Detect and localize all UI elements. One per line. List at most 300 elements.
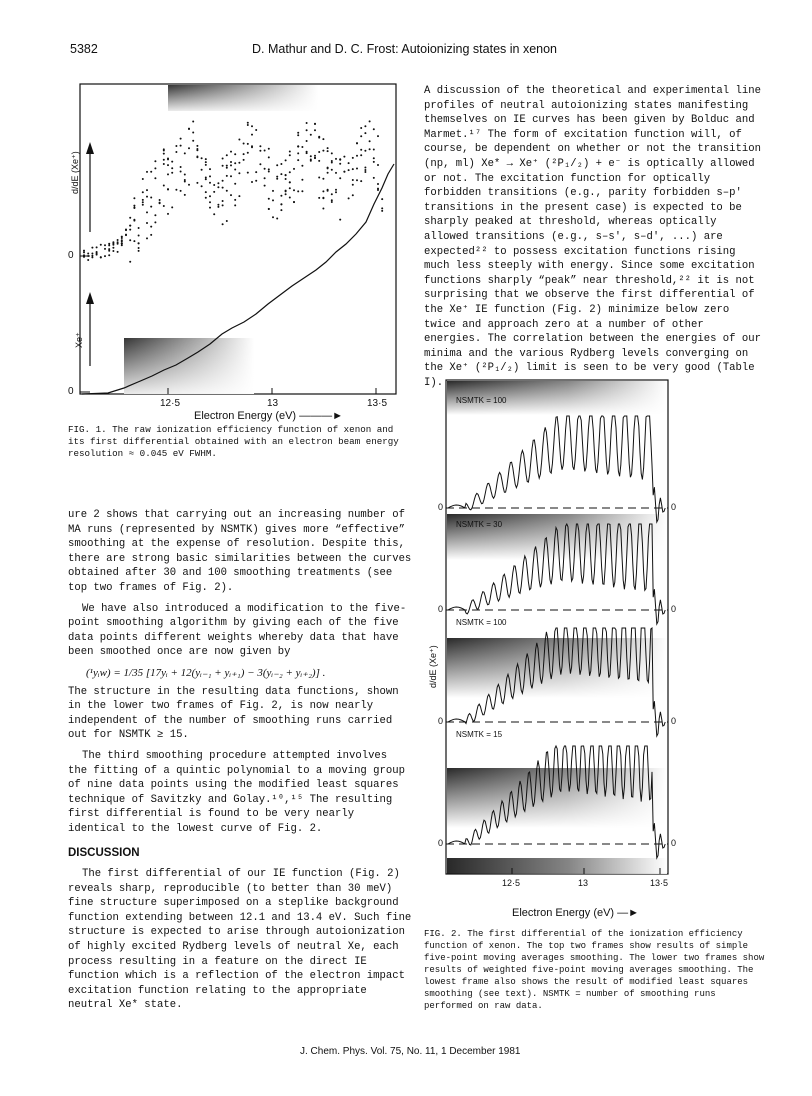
differential-dot (238, 139, 240, 141)
differential-dot (196, 182, 198, 184)
differential-dot (251, 145, 253, 147)
differential-dot (268, 148, 270, 150)
differential-dot (360, 127, 362, 129)
differential-dot (133, 205, 135, 207)
differential-dot (205, 164, 207, 166)
differential-dot (264, 177, 266, 179)
differential-dot (297, 152, 299, 154)
differential-dot (167, 164, 169, 166)
differential-dot (154, 221, 156, 223)
differential-dot (108, 243, 110, 245)
differential-dot (234, 199, 236, 201)
differential-dot (129, 217, 131, 219)
differential-dot (339, 163, 341, 165)
figure-1 (68, 82, 408, 422)
fig2-zero-left-3: 0 (438, 716, 444, 726)
differential-dot (230, 164, 232, 166)
differential-dot (247, 124, 249, 126)
differential-dot (322, 178, 324, 180)
differential-dot (146, 189, 148, 191)
differential-dot (175, 189, 177, 191)
differential-dot (154, 214, 156, 216)
differential-dot (213, 213, 215, 215)
differential-dot (226, 165, 228, 167)
differential-dot (217, 182, 219, 184)
differential-dot (381, 207, 383, 209)
differential-dot (335, 191, 337, 193)
differential-dot (352, 168, 354, 170)
differential-dot (356, 168, 358, 170)
discussion-heading: DISCUSSION (68, 847, 140, 860)
differential-dot (314, 129, 316, 131)
fig1-x-tick-12-5: 12·5 (160, 398, 181, 409)
differential-dot (159, 202, 161, 204)
differential-dot (297, 132, 299, 134)
differential-dot (108, 254, 110, 256)
differential-dot (331, 160, 333, 162)
differential-dot (238, 172, 240, 174)
fig1-x-tick-13: 13 (267, 398, 279, 409)
differential-dot (280, 203, 282, 205)
differential-dot (268, 168, 270, 170)
differential-dot (259, 145, 261, 147)
differential-dot (310, 160, 312, 162)
differential-dot (205, 178, 207, 180)
differential-dot (217, 206, 219, 208)
differential-dot (234, 204, 236, 206)
differential-dot (112, 244, 114, 246)
differential-dot (268, 156, 270, 158)
differential-dot (364, 125, 366, 127)
smoothing-equation: (¹yᵢw) = 1/35 [17yᵢ + 12(yᵢ₋₁ + yᵢ₊₁) − 3(yᵢ₋₂ + yᵢ₊₂)] . (86, 666, 326, 679)
differential-dot (331, 152, 333, 154)
differential-dot (167, 158, 169, 160)
differential-dot (96, 251, 98, 253)
differential-dot (150, 206, 152, 208)
differential-dot (348, 169, 350, 171)
differential-dot (226, 220, 228, 222)
differential-dot (381, 198, 383, 200)
fig1-y-label-diff: d/dE (Xe⁺) (70, 151, 80, 194)
differential-dot (201, 185, 203, 187)
differential-dot (226, 190, 228, 192)
differential-dot (247, 122, 249, 124)
differential-dot (184, 179, 186, 181)
differential-dot (335, 189, 337, 191)
fig2-x-tick-13: 13 (578, 878, 589, 888)
differential-dot (150, 234, 152, 236)
differential-dot (154, 160, 156, 162)
differential-dot (377, 183, 379, 185)
fig2-zero-left-4: 0 (438, 838, 444, 848)
running-title: D. Mathur and D. C. Frost: Autoionizing states in xenon (252, 42, 558, 56)
differential-dot (146, 171, 148, 173)
differential-dot (83, 255, 85, 257)
differential-dot (230, 161, 232, 163)
differential-dot (331, 169, 333, 171)
differential-dot (217, 204, 219, 206)
differential-dot (104, 255, 106, 257)
differential-dot (205, 161, 207, 163)
fig2-zero-left-2: 0 (438, 604, 444, 614)
differential-dot (184, 174, 186, 176)
differential-dot (142, 191, 144, 193)
differential-dot (255, 180, 257, 182)
differential-dot (205, 158, 207, 160)
fig1-zero-upper: 0 (68, 250, 74, 261)
differential-dot (335, 172, 337, 174)
differential-dot (280, 163, 282, 165)
differential-dot (364, 167, 366, 169)
differential-dot (343, 171, 345, 173)
differential-dot (180, 171, 182, 173)
differential-dot (180, 145, 182, 147)
differential-dot (112, 241, 114, 243)
differential-dot (121, 239, 123, 241)
differential-dot (209, 207, 211, 209)
differential-dot (180, 190, 182, 192)
arrow-right-icon: —► (617, 907, 640, 919)
differential-dot (373, 161, 375, 163)
differential-dot (280, 173, 282, 175)
differential-dot (117, 251, 119, 253)
differential-dot (301, 179, 303, 181)
differential-dot (117, 241, 119, 243)
differential-dot (167, 188, 169, 190)
differential-dot (100, 244, 102, 246)
differential-dot (83, 250, 85, 252)
fig2-caption: FIG. 2. The first differential of the ionization efficiency function of xenon. The top two frames show results of simple five-point moving averages smoothing. The lower two frames show results of weighted five-point moving averages smoothing. The lowest frame also shows the result of modified least squares smoothing (see text). NSMTK = number of smoothing runs performed on raw data. (424, 929, 765, 1011)
fig2-frame-label-3: NSMTK = 100 (456, 618, 507, 627)
differential-dot (289, 197, 291, 199)
differential-dot (125, 234, 127, 236)
differential-dot (159, 199, 161, 201)
differential-dot (188, 128, 190, 130)
differential-dot (188, 184, 190, 186)
differential-dot (356, 179, 358, 181)
differential-dot (280, 195, 282, 197)
differential-dot (306, 129, 308, 131)
differential-dot (264, 168, 266, 170)
differential-dot (146, 237, 148, 239)
differential-dot (209, 182, 211, 184)
differential-dot (331, 199, 333, 201)
differential-dot (339, 177, 341, 179)
differential-dot (285, 178, 287, 180)
differential-dot (226, 154, 228, 156)
differential-dot (343, 156, 345, 158)
figure-1-plot (68, 82, 408, 422)
differential-dot (377, 164, 379, 166)
differential-dot (138, 247, 140, 249)
differential-dot (167, 173, 169, 175)
differential-dot (125, 229, 127, 231)
differential-dot (163, 153, 165, 155)
differential-dot (234, 169, 236, 171)
left-paragraph-1: ure 2 shows that carrying out an increasing number of MA runs (represented by NSMTK) gives more “effective” smoothing at the expense of resolution. Despite this, there are strong basic similarities between the curves obtained after 30 and 100 smoothing treatments (see top two frames of Fig. 2). (68, 509, 412, 594)
differential-dot (268, 198, 270, 200)
differential-dot (285, 159, 287, 161)
fig2-frame-label-1: NSMTK = 100 (456, 396, 507, 405)
differential-dot (356, 142, 358, 144)
differential-dot (121, 236, 123, 238)
differential-dot (188, 147, 190, 149)
differential-dot (129, 239, 131, 241)
differential-dot (331, 201, 333, 203)
differential-dot (327, 190, 329, 192)
differential-dot (318, 197, 320, 199)
differential-dot (264, 150, 266, 152)
differential-dot (306, 140, 308, 142)
differential-dot (360, 154, 362, 156)
fig2-frame-label-2: NSMTK = 30 (456, 520, 503, 529)
differential-dot (356, 155, 358, 157)
differential-dot (222, 223, 224, 225)
fig2-zero-right-4: 0 (671, 838, 677, 848)
differential-dot (327, 172, 329, 174)
differential-dot (91, 247, 93, 249)
differential-dot (209, 195, 211, 197)
differential-dot (234, 162, 236, 164)
differential-dot (226, 167, 228, 169)
differential-dot (117, 239, 119, 241)
differential-dot (348, 197, 350, 199)
differential-dot (251, 181, 253, 183)
differential-dot (306, 122, 308, 124)
differential-dot (318, 160, 320, 162)
differential-dot (171, 161, 173, 163)
fig2-frame-label-4: NSMTK = 15 (456, 730, 503, 739)
differential-dot (129, 225, 131, 227)
journal-footer: J. Chem. Phys. Vol. 75, No. 11, 1 December 1981 (300, 1046, 521, 1057)
right-column (424, 84, 764, 390)
fig2-curve-1 (448, 416, 665, 522)
differential-dot (154, 177, 156, 179)
differential-dot (104, 248, 106, 250)
differential-dot (297, 134, 299, 136)
differential-dot (91, 253, 93, 255)
left-column (68, 508, 412, 1013)
differential-dot (339, 219, 341, 221)
differential-dot (175, 145, 177, 147)
differential-dot (209, 175, 211, 177)
differential-dot (230, 194, 232, 196)
differential-dot (259, 163, 261, 165)
differential-dot (285, 174, 287, 176)
differential-dot (196, 156, 198, 158)
differential-dot (217, 186, 219, 188)
differential-dot (142, 199, 144, 201)
differential-dot (222, 180, 224, 182)
differential-dot (150, 197, 152, 199)
differential-dot (310, 134, 312, 136)
differential-dot (322, 190, 324, 192)
differential-dot (369, 120, 371, 122)
differential-dot (133, 240, 135, 242)
differential-dot (322, 208, 324, 210)
differential-dot (301, 146, 303, 148)
differential-dot (100, 257, 102, 259)
fig1-zero-lower: 0 (68, 386, 74, 397)
differential-dot (129, 229, 131, 231)
differential-dot (146, 222, 148, 224)
differential-dot (175, 151, 177, 153)
differential-dot (243, 143, 245, 145)
fig1-x-label: Electron Energy (eV) ———► (194, 410, 344, 422)
differential-dot (192, 132, 194, 134)
figure-2-plot (428, 376, 688, 906)
differential-dot (331, 193, 333, 195)
differential-dot (255, 171, 257, 173)
differential-dot (184, 194, 186, 196)
differential-dot (146, 211, 148, 213)
differential-dot (373, 128, 375, 130)
fig2-x-tick-13-5: 13·5 (650, 878, 669, 888)
differential-dot (364, 150, 366, 152)
differential-dot (285, 193, 287, 195)
differential-dot (272, 190, 274, 192)
differential-dot (293, 168, 295, 170)
differential-dot (222, 200, 224, 202)
differential-dot (272, 216, 274, 218)
differential-dot (322, 138, 324, 140)
differential-dot (205, 191, 207, 193)
differential-dot (213, 191, 215, 193)
differential-dot (289, 171, 291, 173)
differential-dot (369, 140, 371, 142)
differential-dot (243, 159, 245, 161)
differential-dot (289, 187, 291, 189)
differential-dot (377, 188, 379, 190)
differential-dot (364, 171, 366, 173)
fig1-y-label-ie: Xe⁺ (74, 332, 84, 348)
differential-dot (251, 125, 253, 127)
differential-dot (247, 143, 249, 145)
differential-dot (297, 145, 299, 147)
differential-dot (201, 157, 203, 159)
differential-dot (222, 165, 224, 167)
differential-dot (301, 190, 303, 192)
fig2-x-label: Electron Energy (eV) —► (512, 907, 640, 919)
figure-2 (428, 376, 688, 906)
differential-dot (87, 259, 89, 261)
differential-dot (138, 235, 140, 237)
fig1-caption: FIG. 1. The raw ionization efficiency function of xenon and its first differential obtained with an electron beam energy resolution ≈ 0.045 eV FWHM. (68, 424, 399, 459)
differential-dot (318, 151, 320, 153)
differential-dot (112, 250, 114, 252)
differential-dot (142, 178, 144, 180)
differential-dot (163, 163, 165, 165)
differential-dot (192, 121, 194, 123)
differential-dot (289, 151, 291, 153)
differential-dot (222, 204, 224, 206)
differential-dot (348, 162, 350, 164)
differential-dot (129, 261, 131, 263)
fig2-y-label: d/dE (Xe⁺) (428, 645, 438, 688)
differential-dot (230, 175, 232, 177)
differential-dot (255, 129, 257, 131)
differential-dot (276, 164, 278, 166)
differential-dot (226, 175, 228, 177)
differential-dot (209, 168, 211, 170)
differential-dot (138, 227, 140, 229)
differential-dot (238, 162, 240, 164)
differential-dot (251, 134, 253, 136)
fig2-zero-right-3: 0 (671, 716, 677, 726)
differential-dot (209, 201, 211, 203)
differential-dot (163, 185, 165, 187)
differential-dot (234, 153, 236, 155)
differential-dot (138, 242, 140, 244)
differential-dot (222, 187, 224, 189)
differential-dot (163, 159, 165, 161)
differential-dot (247, 172, 249, 174)
differential-dot (339, 158, 341, 160)
differential-dot (133, 207, 135, 209)
left-paragraph-5: The first differential of our IE function (Fig. 2) reveals sharp, reproducible (to better than 30 meV) fine structure superimposed on a steplike background function extending between 12.1 and 13.4 eV. Such fine structure is expected to arise through autoionization of highly excited Rydberg levels of neutral Xe, each process resulting in a feature on the direct IE function which is a reflection of the electron impact excitation function relating to the appropriate neutral Xe* state. (68, 868, 412, 1012)
differential-dot (297, 159, 299, 161)
differential-dot (87, 255, 89, 257)
differential-dot (272, 199, 274, 201)
differential-dot (163, 205, 165, 207)
differential-dot (201, 169, 203, 171)
right-paragraph-1: A discussion of the theoretical and experimental line profiles of neutral autoionizing states manifesting themselves on IE curves has been given by Bolduc and Marmet.¹⁷ The form of excitation function will, of course, be dependent on whether or not the transition (np, ml) Xe* → Xe⁺ (²P₁/₂) + e⁻ is optically allowed or not. The excitation function for optically forbidden transitions (e.g., parity forbidden s–p′ transitions in the present case) is expected to be sharply peaked at threshold, whereas optically allowed transitions (e.g., s–s′, s–d′, ...) are expected²² to possess excitation functions rising much less steeply with energy. Since some excitation functions sharply “peak” near threshold,²² it is not surprising that we observe the first differential of the Xe⁺ IE function (Fig. 2) minimize below zero twice and approach zero at a number of other energies. The correlation between the energies of our minima and the various Rydberg levels converging on the Xe⁺ (²P₁/₂) limit is seen to be very good (Table I). (424, 85, 761, 389)
differential-dot (360, 135, 362, 137)
differential-dot (133, 219, 135, 221)
differential-dot (112, 247, 114, 249)
differential-dot (327, 147, 329, 149)
differential-dot (327, 150, 329, 152)
left-paragraph-4: The third smoothing procedure attempted involves the fitting of a quintic polynomial to a moving group of nine data points using the modified least squares technique of Savitzky and Golay.¹⁰,¹⁵ The resulting first differential is found to be very nearly identical to the lowest curve of Fig. 2. (68, 749, 405, 835)
differential-dot (360, 180, 362, 182)
left-paragraph-3: The structure in the resulting data functions, shown in the lower two frames of Fig. 2, is now nearly independent of the number of smoothing runs carried out for NSMTK ≥ 15. (68, 685, 399, 742)
differential-dot (121, 243, 123, 245)
fig2-zero-right-2: 0 (671, 604, 677, 614)
differential-dot (314, 123, 316, 125)
differential-dot (91, 255, 93, 257)
differential-dot (276, 178, 278, 180)
differential-dot (322, 150, 324, 152)
fig2-x-tick-12-5: 12·5 (502, 878, 521, 888)
differential-dot (381, 210, 383, 212)
differential-dot (167, 213, 169, 215)
differential-dot (192, 140, 194, 142)
differential-dot (314, 155, 316, 157)
differential-dot (364, 169, 366, 171)
differential-dot (171, 172, 173, 174)
differential-dot (196, 148, 198, 150)
differential-dot (205, 197, 207, 199)
fig2-zero-right-1: 0 (671, 502, 677, 512)
differential-dot (268, 208, 270, 210)
arrow-right-icon: ———► (299, 410, 344, 422)
fig2-zero-left-1: 0 (438, 502, 444, 512)
differential-dot (373, 177, 375, 179)
differential-dot (142, 204, 144, 206)
differential-dot (318, 177, 320, 179)
left-paragraph-2: We have also introduced a modification to the five-point smoothing algorithm by giving each of the five data points different weights whereby data that have been smoothed once are now given by (68, 602, 407, 659)
differential-dot (280, 209, 282, 211)
differential-dot (180, 138, 182, 140)
differential-dot (373, 149, 375, 151)
differential-dot (352, 184, 354, 186)
differential-dot (171, 206, 173, 208)
differential-dot (234, 183, 236, 185)
differential-dot (87, 253, 89, 255)
differential-dot (259, 150, 261, 152)
differential-dot (83, 251, 85, 253)
differential-dot (96, 246, 98, 248)
